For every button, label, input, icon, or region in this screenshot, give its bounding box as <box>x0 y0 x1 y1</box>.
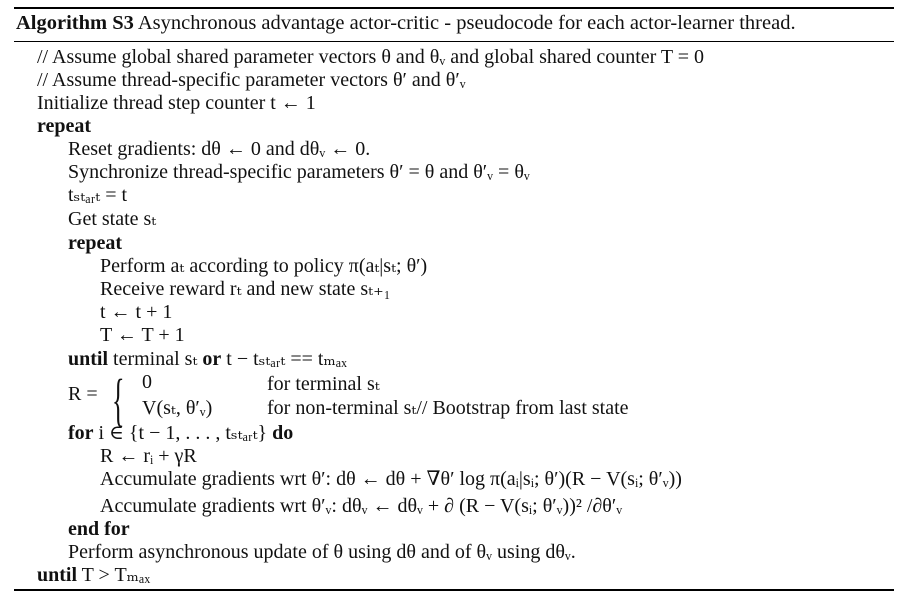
t-start-assign: tₛₜₐᵣₜ = t <box>68 184 128 206</box>
until-terminal-line <box>68 348 347 371</box>
for-range: i ∈ {t − 1, . . . , tₛₜₐᵣₜ} <box>98 422 268 444</box>
final-until-condition: T > Tₘₐₓ <box>81 564 151 586</box>
T-increment: T ← T + 1 <box>100 324 185 346</box>
final-until-keyword: until <box>37 564 78 586</box>
reset-gradients: Reset gradients: dθ ← 0 and dθᵥ ← 0. <box>68 138 371 160</box>
R-equals: R = <box>68 383 98 405</box>
t-increment: t ← t + 1 <box>100 301 173 323</box>
case1-value: 0 <box>142 371 152 393</box>
sync-params: Synchronize thread-specific parameters θ′ = θ and θ′ᵥ = θᵥ <box>68 161 530 183</box>
async-update: Perform asynchronous update of θ using dθ and of θᵥ using dθᵥ. <box>68 541 576 563</box>
case2-condition: for non-terminal sₜ// Bootstrap from last state <box>267 397 629 419</box>
caption-rule <box>14 41 894 42</box>
get-state: Get state sₜ <box>68 208 157 230</box>
case1-condition: for terminal sₜ <box>267 373 380 395</box>
accumulate-value-grad: Accumulate gradients wrt θ′ᵥ: dθᵥ ← dθᵥ + ∂ (R − V(sᵢ; θ′ᵥ))² /∂θ′ᵥ <box>100 495 623 517</box>
until-terminal: terminal sₜ <box>113 348 198 370</box>
R-update: R ← rᵢ + γR <box>100 445 197 467</box>
init-step-counter: Initialize thread step counter t ← 1 <box>37 92 316 114</box>
inner-repeat-keyword: repeat <box>68 232 123 254</box>
algorithm-title: Asynchronous advantage actor-critic - pseudocode for each actor-learner thread. <box>137 12 796 34</box>
do-keyword: do <box>272 422 294 444</box>
algorithm-label: Algorithm S3 <box>16 12 134 34</box>
or-keyword: or <box>202 348 222 370</box>
cases-brace: { <box>112 367 125 432</box>
comment-thread-params: // Assume thread-specific parameter vectors θ′ and θ′ᵥ <box>37 69 466 91</box>
perform-action: Perform aₜ according to policy π(aₜ|sₜ; θ′) <box>100 255 428 277</box>
comment-global-params: // Assume global shared parameter vectors θ and θᵥ and global shared counter T = 0 <box>37 46 705 68</box>
for-keyword: for <box>68 422 94 444</box>
case2-value: V(sₜ, θ′ᵥ) <box>142 397 213 419</box>
accumulate-policy-grad: Accumulate gradients wrt θ′: dθ ← dθ + ∇θ′ log π(aᵢ|sᵢ; θ′)(R − V(sᵢ; θ′ᵥ)) <box>100 468 682 490</box>
receive-reward: Receive reward rₜ and new state sₜ₊₁ <box>100 278 391 300</box>
final-until-line <box>37 564 150 587</box>
until-condition: t − tₛₜₐᵣₜ == tₘₐₓ <box>226 348 347 370</box>
algorithm-caption <box>16 12 796 35</box>
bottom-rule <box>14 589 894 591</box>
end-for-keyword: end for <box>68 518 130 540</box>
for-loop-line <box>68 422 293 445</box>
until-keyword: until <box>68 348 109 370</box>
repeat-keyword: repeat <box>37 115 92 137</box>
top-rule <box>14 7 894 9</box>
